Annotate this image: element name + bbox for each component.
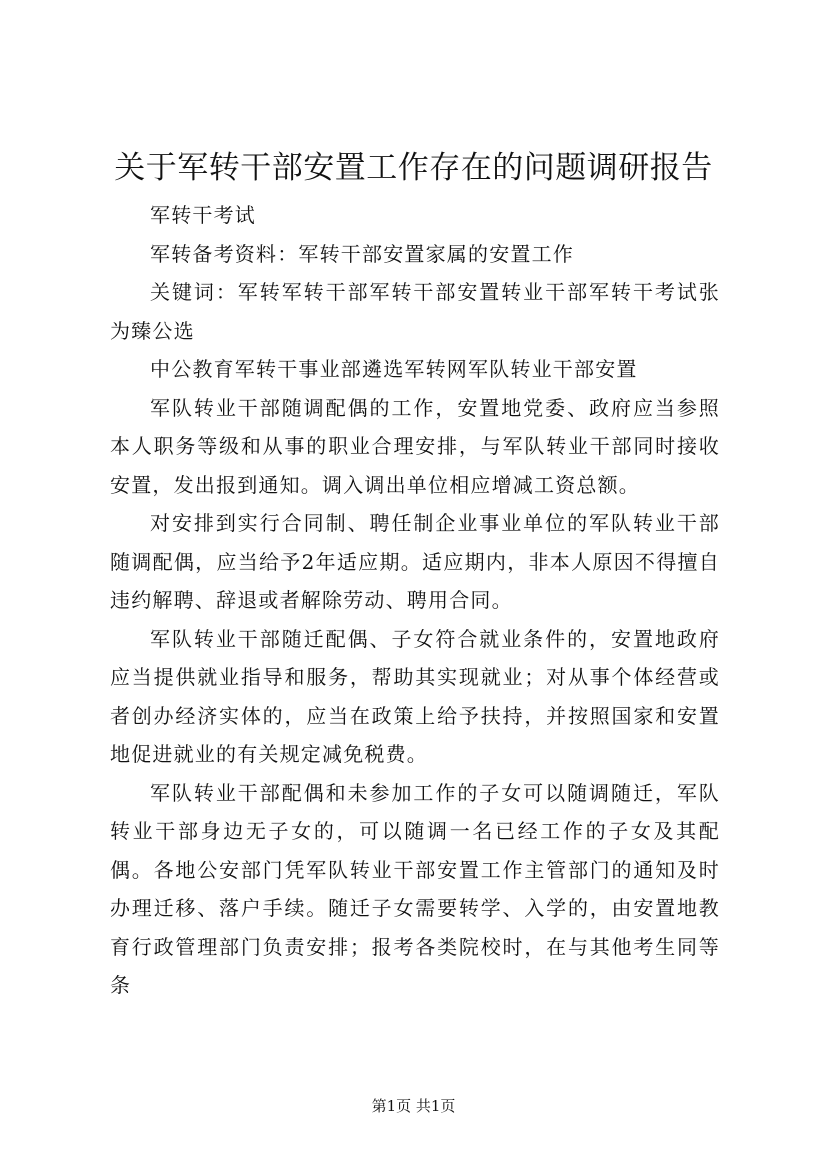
page-number-footer: 第1页 共1页 (371, 1097, 456, 1115)
paragraph: 关键词：军转军转干部军转干部安置转业干部军转干考试张为臻公选 (110, 280, 720, 343)
paragraph: 军队转业干部配偶和未参加工作的子女可以随调随迁，军队转业干部身边无子女的，可以随调一名已经工作的子女及其配偶。各地公安部门凭军队转业干部安置工作主管部门的通知及时办理迁移、落户手续。随迁子女需要转学、入学的，由安置地教育行政管理部门负责安排；报考各类院校时，在与其他考生同等条 (110, 780, 720, 997)
paragraph: 军队转业干部随迁配偶、子女符合就业条件的，安置地政府应当提供就业指导和服务，帮助其实现就业；对从事个体经营或者创办经济实体的，应当在政策上给予扶持，并按照国家和安置地促进就业的有关规定减免税费。 (110, 626, 720, 766)
document-title: 关于军转干部安置工作存在的问题调研报告 (114, 150, 713, 186)
paragraph: 军转干考试 (150, 203, 256, 227)
paragraph: 军队转业干部随调配偶的工作，安置地党委、政府应当参照本人职务等级和从事的职业合理安排，与军队转业干部同时接收安置，发出报到通知。调入调出单位相应增减工资总额。 (110, 395, 720, 497)
paragraph: 中公教育军转干事业部遴选军转网军队转业干部安置 (150, 357, 638, 381)
paragraph: 军转备考资料：军转干部安置家属的安置工作 (150, 241, 574, 266)
document-body (110, 196, 720, 1005)
paragraph: 对安排到实行合同制、聘任制企业事业单位的军队转业干部随调配偶，应当给予2年适应期。适应期内，非本人原因不得擅自违约解聘、辞退或者解除劳动、聘用合同。 (110, 511, 720, 612)
